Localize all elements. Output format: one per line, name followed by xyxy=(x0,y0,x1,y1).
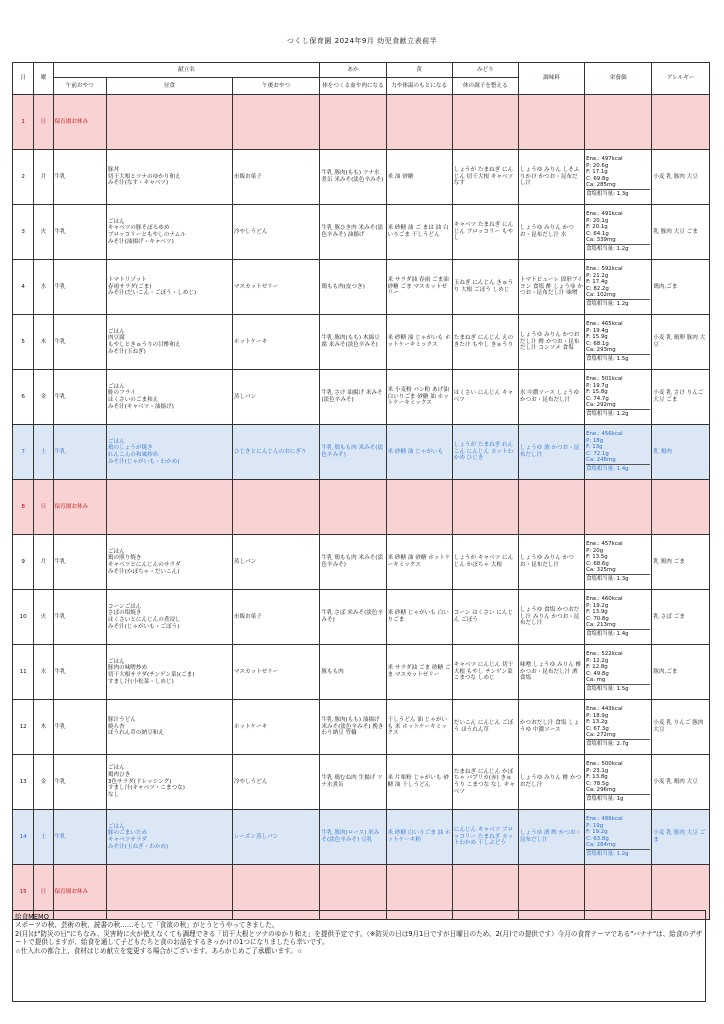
nutrition-salt: 食塩相当量: 1.4g xyxy=(586,629,650,637)
afternoon-snack-cell xyxy=(232,95,320,150)
memo-line-1: スポーツの秋、芸術の秋、読書の秋……そして「食欲の秋」がとうとうやってきました。 xyxy=(15,921,279,930)
nutrition-f: F: 17.4g xyxy=(586,279,608,286)
day-cell: 15 xyxy=(13,865,34,920)
morning-snack-cell: 牛乳 xyxy=(53,700,106,755)
afternoon-snack-cell: 冷やしうどん xyxy=(232,205,320,260)
afternoon-snack-cell: レーズン蒸しパン xyxy=(232,810,320,865)
red-food-cell: 牛乳 鶏むね肉 生揚げ ツナ水煮缶 xyxy=(320,755,386,810)
nutrition-c: C: 78.5g xyxy=(586,780,609,787)
nutrition-cell xyxy=(585,315,652,370)
table-row xyxy=(13,425,710,480)
day-cell: 4 xyxy=(13,260,34,315)
nutrition-c: C: 64.1g xyxy=(586,230,609,237)
nutrition-cell xyxy=(585,95,652,150)
green-food-cell: だいこん にんじん ごぼう ほうれん草 xyxy=(452,700,518,755)
nutrition-p: P: 20g xyxy=(586,547,604,554)
dow-cell: 日 xyxy=(34,95,53,150)
table-row xyxy=(13,700,710,755)
afternoon-snack-cell: 蒸しパン xyxy=(232,370,320,425)
nutrition-p: P: 19.7g xyxy=(586,382,609,389)
header-lunch: 昼食 xyxy=(106,78,232,95)
allergy-cell: 乳 さば ごま xyxy=(652,590,710,645)
allergy-cell xyxy=(652,95,710,150)
nutrition-cell xyxy=(585,645,652,700)
nutrition-p: P: 21.2g xyxy=(586,272,609,279)
yellow-food-cell xyxy=(386,95,452,150)
allergy-cell: 小麦 乳 豚肉 大豆 xyxy=(652,150,710,205)
header-red: あか xyxy=(320,63,386,78)
nutrition-salt: 食塩相当量: 1.2g xyxy=(586,849,650,857)
lunch-cell: ごはん 豚のごまいため キャベツサラダ みそ汁(玉ねぎ・わかめ) xyxy=(106,810,232,865)
nutrition-cell xyxy=(585,480,652,535)
nutrition-ca: Ca: 213mg xyxy=(586,621,616,628)
yellow-food-cell: 米 砂糖 白いりごま 油 ホットケーキ粉 xyxy=(386,810,452,865)
nutrition-ene: Ene.: 501kcal xyxy=(586,376,623,383)
nutrition-p: P: 12.2g xyxy=(586,657,609,664)
memo-heading: 給食MEMO xyxy=(15,913,49,921)
green-food-cell: コーン はくさい にんじん ごぼう xyxy=(452,590,518,645)
morning-snack-cell: 牛乳 xyxy=(53,810,106,865)
nutrition-ca: Ca: 284mg xyxy=(586,841,616,848)
nutrition-cell xyxy=(585,810,652,865)
afternoon-snack-cell: マスカットゼリー xyxy=(232,260,320,315)
header-nutrition: 栄養価 xyxy=(585,63,652,95)
red-food-cell: 牛乳 さば 米みそ(淡色辛みそ) xyxy=(320,590,386,645)
red-food-cell: 豚もも肉 xyxy=(320,645,386,700)
lunch-cell: 豚丼 切干大根とツナのゆかり和え みそ汁(なす・キャベツ) xyxy=(106,150,232,205)
red-food-cell: 牛乳 鶏もも肉 米みそ(淡色辛みそ) xyxy=(320,425,386,480)
red-food-cell xyxy=(320,480,386,535)
nutrition-f: F: 12.8g xyxy=(586,664,608,671)
green-food-cell: キャベツ にんじん 切干大根 もやし チンゲン菜 こまつな しめじ xyxy=(452,645,518,700)
yellow-food-cell: 米 小麦粉 パン粉 あげ油 白いりごま 砂糖 油 ホットケーキミックス xyxy=(386,370,452,425)
dow-cell: 木 xyxy=(34,315,53,370)
green-food-cell: しょうが たまねぎ れんこん にんじん カットわかめ ひじき xyxy=(452,425,518,480)
memo-box xyxy=(12,910,706,1002)
nutrition-c: C: 68.6g xyxy=(586,560,609,567)
nutrition-f: F: 17.1g xyxy=(586,169,608,176)
lunch-cell: ごはん 鶏肉ひき 3色サラダ(ドレッシング) すまし汁(キャベツ・こまつな) なし xyxy=(106,755,232,810)
nutrition-f: F: 13g xyxy=(586,444,603,451)
nutrition-salt: 食塩相当量: 1.3g xyxy=(586,189,650,197)
day-cell: 7 xyxy=(13,425,34,480)
nutrition-ca: Ca: 293mg xyxy=(586,346,616,353)
seasoning-cell: かつおだし汁 食塩 しょうゆ 中濃ソース xyxy=(518,700,584,755)
table-row xyxy=(13,205,710,260)
yellow-food-cell: 米 サラダ油 春雨 ごま油 砂糖 ごま マスカットゼリー xyxy=(386,260,452,315)
afternoon-snack-cell xyxy=(232,480,320,535)
memo-line-2: 2(月)は"防災の日"にちなみ、災害時に火が使えなくても調理できる「切干大根とツナのゆかり和え」を提供予定です。（※防災の日は9月1日ですが日曜日のため、2(月)での提供です）今月の食育テーマである"バナナ"は、給食のデザートで提供しますが、給食を通して子どもたちと食のお話をするきっかけの1つになりましたら幸いです。 xyxy=(15,929,703,947)
dow-cell: 日 xyxy=(34,865,53,920)
nutrition-cell xyxy=(585,205,652,260)
red-food-cell: 鶏もも肉(皮つき) xyxy=(320,260,386,315)
afternoon-snack-cell: ホットケーキ xyxy=(232,315,320,370)
day-cell: 6 xyxy=(13,370,34,425)
nutrition-c: C: 69.8g xyxy=(586,175,609,182)
nutrition-p: P: 20.6g xyxy=(586,162,609,169)
nutrition-salt: 食塩相当量: 1.2g xyxy=(586,244,650,252)
table-row xyxy=(13,810,710,865)
nutrition-ene: Ene.: 592kcal xyxy=(586,266,623,273)
dow-cell: 日 xyxy=(34,480,53,535)
morning-snack-cell: 牛乳 xyxy=(53,535,106,590)
nutrition-salt: 食塩相当量: 1.5g xyxy=(586,684,650,692)
lunch-cell: 豚汁うどん 焼ら杏 ほうれん草の納豆和え xyxy=(106,700,232,755)
green-food-cell: しょうが たまねぎ にんじん 切干大根 キャベツ なす xyxy=(452,150,518,205)
nutrition-cell xyxy=(585,260,652,315)
allergy-cell: 小麦 乳 鶏卵 豚肉 大豆 xyxy=(652,315,710,370)
nutrition-ene: Ene.: 443kcal xyxy=(586,706,623,713)
yellow-food-cell: 米 砂糖 油 じゃがいも ホットケーキミックス xyxy=(386,315,452,370)
nutrition-ca: Ca: 248mg xyxy=(586,456,616,463)
nutrition-ca: Ca: 325mg xyxy=(586,566,616,573)
green-food-cell xyxy=(452,95,518,150)
yellow-food-cell xyxy=(386,480,452,535)
header-yellow-sub: 力や体温のもとになる xyxy=(386,78,452,95)
seasoning-cell xyxy=(518,480,584,535)
menu-table xyxy=(12,62,710,920)
dow-cell: 木 xyxy=(34,700,53,755)
nutrition-c: C: 68.1g xyxy=(586,340,609,347)
nutrition-f: F: 13.2g xyxy=(586,719,608,726)
green-food-cell: 玉ねぎ にんじん きゅうり 大根 ごぼう しめじ xyxy=(452,260,518,315)
seasoning-cell: しょうゆ みりん かつおだし汁 酢 かつお・昆布だし汁 コンソメ 食塩 xyxy=(518,315,584,370)
green-food-cell: たまねぎ にんじん えのきたけ もやし きゅうり xyxy=(452,315,518,370)
header-seasoning: 調味料 xyxy=(518,63,584,95)
red-food-cell: 牛乳 豚ひき肉 米みそ(淡色辛みそ) 油揚げ xyxy=(320,205,386,260)
memo-line-3: ☆仕入れの都合上、食材はじめ献立を変更する場合がございます。あらかじめご了承願います。☆ xyxy=(15,946,303,955)
header-green-sub: 体の調子を整える xyxy=(452,78,518,95)
nutrition-c: C: 67.3g xyxy=(586,725,609,732)
day-cell: 2 xyxy=(13,150,34,205)
green-food-cell: はくさい にんじん キャベツ xyxy=(452,370,518,425)
nutrition-salt: 食塩相当量: 1g xyxy=(586,794,650,802)
header-yellow: 黄 xyxy=(386,63,452,78)
nutrition-f: F: 13.5g xyxy=(586,554,608,561)
nutrition-c: C: 72.1g xyxy=(586,450,609,457)
seasoning-cell: トマトピューレ 固形ブイヨン 食塩 酢 しょうゆ かつお・昆布だし汁 味噌 xyxy=(518,260,584,315)
table-row xyxy=(13,755,710,810)
allergy-cell: 小麦 乳 豚肉 大豆 ごま xyxy=(652,810,710,865)
dow-cell: 月 xyxy=(34,535,53,590)
seasoning-cell: しょうゆ みりん かつお・昆布だし汁 xyxy=(518,535,584,590)
nutrition-f: F: 15.9g xyxy=(586,334,608,341)
nutrition-ene: Ene.: 491kcal xyxy=(586,211,623,218)
nutrition-c: C: 82.2g xyxy=(586,285,609,292)
nutrition-f: F: 13.9g xyxy=(586,609,608,616)
afternoon-snack-cell: 市販お菓子 xyxy=(232,150,320,205)
nutrition-salt: 食塩相当量: 1.5g xyxy=(586,354,650,362)
nutrition-cell xyxy=(585,700,652,755)
day-cell: 3 xyxy=(13,205,34,260)
green-food-cell xyxy=(452,480,518,535)
green-food-cell: たまねぎ にんじん かぼちゃ パプリカ(赤) きゅうり こまつな なし キャベツ xyxy=(452,755,518,810)
allergy-cell: 乳 鶏肉 ごま xyxy=(652,535,710,590)
red-food-cell: 牛乳 豚肉(もも) 木綿豆腐 米みそ(淡色辛みそ) xyxy=(320,315,386,370)
red-food-cell xyxy=(320,95,386,150)
nutrition-salt: 食塩相当量: 2.7g xyxy=(586,739,650,747)
green-food-cell: にんじん キャベツ ブロッコリー たまねぎ カットわかめ 干しぶどう xyxy=(452,810,518,865)
nutrition-p: P: 18.9g xyxy=(586,712,609,719)
seasoning-cell: しょうゆ みりん かつお・昆布だし汁 水 xyxy=(518,205,584,260)
red-food-cell: 牛乳 鶏もも肉 米みそ(淡色辛みそ) xyxy=(320,535,386,590)
yellow-food-cell: 米 片栗粉 じゃがいも 砂糖 油 干しうどん xyxy=(386,755,452,810)
allergy-cell: 小麦 乳 りんご 豚肉 大豆 xyxy=(652,700,710,755)
allergy-cell xyxy=(652,480,710,535)
dow-cell: 火 xyxy=(34,590,53,645)
nutrition-cell xyxy=(585,755,652,810)
seasoning-cell: しょうゆ 酒 酢 かつお・昆布だし汁 xyxy=(518,810,584,865)
allergy-cell: 乳 鶏肉 xyxy=(652,425,710,480)
afternoon-snack-cell: ホットケーキ xyxy=(232,700,320,755)
nutrition-f: F: 13.8g xyxy=(586,774,608,781)
header-dow: 曜 xyxy=(34,63,53,95)
dow-cell: 土 xyxy=(34,425,53,480)
day-cell: 14 xyxy=(13,810,34,865)
nutrition-f: F: 20.1g xyxy=(586,224,608,231)
nutrition-p: P: 18g xyxy=(586,437,604,444)
nutrition-c: C: 63.8g xyxy=(586,835,609,842)
table-row xyxy=(13,480,710,535)
dow-cell: 水 xyxy=(34,260,53,315)
nutrition-ene: Ene.: 460kcal xyxy=(586,596,623,603)
nutrition-p: P: 19.2g xyxy=(586,602,609,609)
yellow-food-cell: 米 砂糖 油 砂糖 ホットケーキミックス xyxy=(386,535,452,590)
seasoning-cell: 味噌 しょうゆ みりん 酢 かつお・昆布だし汁 酒 食塩 xyxy=(518,645,584,700)
nutrition-c: C: 70.8g xyxy=(586,615,609,622)
nutrition-f: F: 19.2g xyxy=(586,829,608,836)
nutrition-ca: Ca: 285mg xyxy=(586,181,616,188)
red-food-cell: 牛乳 豚肉(ロース) 米みそ(淡色辛みそ) 豆乳 xyxy=(320,810,386,865)
lunch-cell: トマトリゾット 春雨サラダ(ごま) みそ汁(だいこん・ごぼう・しめじ) xyxy=(106,260,232,315)
table-row xyxy=(13,95,710,150)
nutrition-salt: 食塩相当量: 1.2g xyxy=(586,299,650,307)
lunch-cell: ごはん 鶏の照り焼き キャベツとにんじんのサラダ みそ汁(かぼちゃ・だいこん) xyxy=(106,535,232,590)
afternoon-snack-cell: マスカットゼリー xyxy=(232,645,320,700)
nutrition-ca: Ca: 296mg xyxy=(586,786,616,793)
lunch-cell: ごはん キャベツの豚そぼろゆめ ブロッコリーともやしのナムル みそ汁(油揚げ・キャベツ) xyxy=(106,205,232,260)
lunch-cell xyxy=(106,480,232,535)
document-title: つくし保育園 2024年9月 幼児食献立表前半 xyxy=(286,37,438,45)
afternoon-snack-cell: 市販お菓子 xyxy=(232,590,320,645)
menu-body xyxy=(13,95,710,920)
lunch-cell: コーンごはん さばの塩焼き はくさいとにんじんの煮浸し みそ汁(じゃがいも・ごぼう) xyxy=(106,590,232,645)
red-food-cell: 牛乳 豚肉(もも) ツナ水煮缶 米みそ(淡色辛みそ) xyxy=(320,150,386,205)
morning-snack-cell: 保育園お休み xyxy=(53,95,106,150)
yellow-food-cell: 米 油 砂糖 xyxy=(386,150,452,205)
day-cell: 1 xyxy=(13,95,34,150)
yellow-food-cell: 干しうどん 油 じゃがいも 米 ホットケーキミックス xyxy=(386,700,452,755)
nutrition-salt: 食塩相当量: 1.3g xyxy=(586,574,650,582)
dow-cell: 火 xyxy=(34,205,53,260)
day-cell: 13 xyxy=(13,755,34,810)
nutrition-p: P: 23.1g xyxy=(586,767,609,774)
header-morning-snack: 午前おやつ xyxy=(53,78,106,95)
seasoning-cell: しょうゆ みりん 酢 かつおだし汁 xyxy=(518,755,584,810)
nutrition-cell xyxy=(585,590,652,645)
nutrition-ene: Ene.: 522kcal xyxy=(586,651,623,658)
allergy-cell: 小麦 乳 鶏肉 大豆 xyxy=(652,755,710,810)
day-cell: 10 xyxy=(13,590,34,645)
morning-snack-cell: 保育園お休み xyxy=(53,480,106,535)
header-kondate: 献立名 xyxy=(53,63,320,78)
yellow-food-cell: 米 砂糖 じゃがいも 白いりごま xyxy=(386,590,452,645)
morning-snack-cell: 牛乳 xyxy=(53,645,106,700)
nutrition-ca: Ca: 102mg xyxy=(586,291,616,298)
nutrition-salt: 食塩相当量: 1.2g xyxy=(586,409,650,417)
morning-snack-cell: 牛乳 xyxy=(53,755,106,810)
nutrition-ene: Ene.: 486kcal xyxy=(586,816,623,823)
morning-snack-cell: 牛乳 xyxy=(53,150,106,205)
dow-cell: 水 xyxy=(34,645,53,700)
day-cell: 12 xyxy=(13,700,34,755)
header-allergy: アレルギー xyxy=(652,63,710,95)
table-row xyxy=(13,315,710,370)
nutrition-c: C: 74.7g xyxy=(586,395,609,402)
table-row xyxy=(13,645,710,700)
lunch-cell xyxy=(106,95,232,150)
afternoon-snack-cell: 冷やしうどん xyxy=(232,755,320,810)
day-cell: 5 xyxy=(13,315,34,370)
nutrition-ca: Ca: 292mg xyxy=(586,401,616,408)
day-cell: 9 xyxy=(13,535,34,590)
dow-cell: 金 xyxy=(34,755,53,810)
morning-snack-cell: 牛乳 xyxy=(53,260,106,315)
table-row xyxy=(13,370,710,425)
nutrition-salt: 食塩相当量: 1.4g xyxy=(586,464,650,472)
lunch-cell: ごはん 豚肉の味噌炒め 切干大根サラダ(チンゲン菜)(ごま) すまし汁(小松菜・しめじ) xyxy=(106,645,232,700)
green-food-cell: キャベツ たまねぎ にんじん ブロッコリー もやし xyxy=(452,205,518,260)
nutrition-ene: Ene.: 456kcal xyxy=(586,431,623,438)
seasoning-cell: しょうゆ みりん しそふりかけ かつお・昆布だし汁 xyxy=(518,150,584,205)
nutrition-ca: Ca: 272mg xyxy=(586,731,616,738)
nutrition-cell xyxy=(585,425,652,480)
morning-snack-cell: 保育園お休み xyxy=(53,865,106,920)
dow-cell: 月 xyxy=(34,150,53,205)
nutrition-p: P: 20.1g xyxy=(586,217,609,224)
nutrition-c: C: 49.8g xyxy=(586,670,609,677)
nutrition-cell xyxy=(585,150,652,205)
nutrition-ca: Ca: 339mg xyxy=(586,236,616,243)
header-green: みどり xyxy=(452,63,518,78)
nutrition-f: F: 15.8g xyxy=(586,389,608,396)
afternoon-snack-cell: 蒸しパン xyxy=(232,535,320,590)
dow-cell: 金 xyxy=(34,370,53,425)
nutrition-ene: Ene.: 465kcal xyxy=(586,321,623,328)
seasoning-cell: 水 中濃ソース しょうゆ かつお・昆布だし汁 xyxy=(518,370,584,425)
nutrition-p: P: 19.4g xyxy=(586,327,609,334)
yellow-food-cell: 米 砂糖 油 じゃがいも xyxy=(386,425,452,480)
nutrition-cell xyxy=(585,535,652,590)
seasoning-cell: しょうゆ 酒 かつお・昆布だし汁 xyxy=(518,425,584,480)
yellow-food-cell: 米 砂糖 油 ご まは 油 白いりごま 干しうどん xyxy=(386,205,452,260)
allergy-cell: 鶏肉,ごま xyxy=(652,260,710,315)
table-row xyxy=(13,590,710,645)
green-food-cell: しょうが キャベツ にんじん かぼちゃ 大根 xyxy=(452,535,518,590)
seasoning-cell xyxy=(518,95,584,150)
nutrition-ene: Ene.: 457kcal xyxy=(586,541,623,548)
red-food-cell: 牛乳 さけ 油揚げ 米みそ(淡色辛みそ) xyxy=(320,370,386,425)
morning-snack-cell: 牛乳 xyxy=(53,370,106,425)
nutrition-p: P: 19g xyxy=(586,822,604,829)
afternoon-snack-cell: ひじきとにんじんのおにぎり xyxy=(232,425,320,480)
lunch-cell: ごはん 肉豆腐 もやしときゅうりの甘酢和え みそ汁(玉ねぎ) xyxy=(106,315,232,370)
allergy-cell: 豚肉,ごま xyxy=(652,645,710,700)
nutrition-ene: Ene.: 500kcal xyxy=(586,761,623,768)
nutrition-ene: Ene.: 497kcal xyxy=(586,156,623,163)
nutrition-cell xyxy=(585,370,652,425)
morning-snack-cell: 牛乳 xyxy=(53,315,106,370)
table-row xyxy=(13,150,710,205)
lunch-cell: ごはん 鶏のしょうが焼き れんこんの和風炒め みそ汁(じゃがいも・わかめ) xyxy=(106,425,232,480)
lunch-cell: ごはん 鮭のフライ はくさいのごま和え みそ汁(キャベツ・油揚げ) xyxy=(106,370,232,425)
dow-cell: 土 xyxy=(34,810,53,865)
table-row xyxy=(13,260,710,315)
day-cell: 11 xyxy=(13,645,34,700)
yellow-food-cell: 米 サラダ油 ごま 砂糖 ごま マスカットゼリー xyxy=(386,645,452,700)
seasoning-cell: しょうゆ 食塩 かつおだし汁 みりん かつお・昆布だし汁 xyxy=(518,590,584,645)
allergy-cell: 小麦 乳 さけ りんご 大豆 ごま xyxy=(652,370,710,425)
nutrition-ca: Ca: mg xyxy=(586,676,606,683)
header-day: 日 xyxy=(13,63,34,95)
morning-snack-cell: 牛乳 xyxy=(53,205,106,260)
day-cell: 8 xyxy=(13,480,34,535)
header-red-sub: 体をつくる血や肉になる xyxy=(320,78,386,95)
morning-snack-cell: 牛乳 xyxy=(53,590,106,645)
header-afternoon-snack: 午後おやつ xyxy=(232,78,320,95)
allergy-cell: 乳 豚肉 大豆 ごま xyxy=(652,205,710,260)
table-row xyxy=(13,535,710,590)
morning-snack-cell: 牛乳 xyxy=(53,425,106,480)
red-food-cell: 牛乳 豚肉(もも) 油揚げ 米みそ(淡色辛みそ) 挽きわり納豆 竹輪 xyxy=(320,700,386,755)
